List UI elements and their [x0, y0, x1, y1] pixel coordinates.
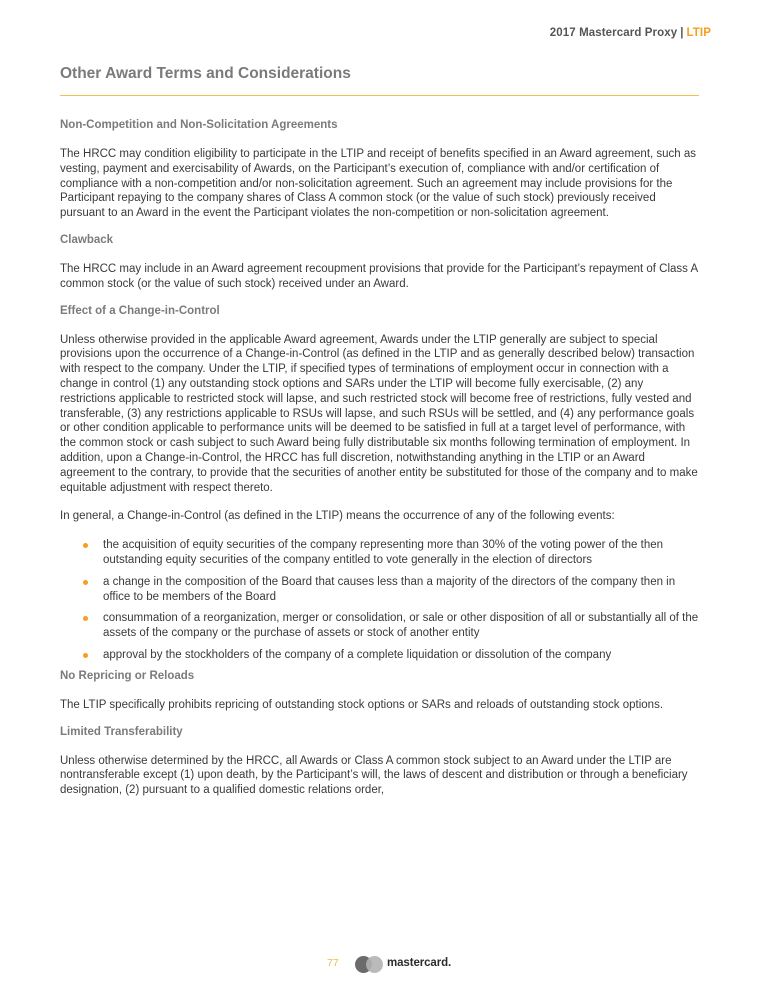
list-item [60, 538, 700, 568]
heading-transferability: Limited Transferability [60, 725, 183, 738]
list-item [60, 575, 700, 605]
list-item-text: approval by the stockholders of the company of a complete liquidation or dissolution of the company [103, 648, 612, 661]
mastercard-logo-icon [355, 956, 383, 973]
heading-clawback: Clawback [60, 233, 114, 246]
bullet-icon [83, 616, 88, 621]
paragraph-change-in-control-definition: In general, a Change-in-Control (as defined in the LTIP) means the occurrence of any of the following events: [60, 510, 615, 523]
page-footer [0, 955, 768, 975]
title-divider [60, 95, 699, 96]
document-title: 2017 Mastercard Proxy [549, 27, 678, 39]
paragraph-transferability: Unless otherwise determined by the HRCC, all Awards or Class A common stock subject to an Award under the LTIP are nontransferable except (1) upon death, by the Participant’s will, the laws of descent and distribution or through a beneficiary designation, (2) pursuant to a qualified domestic relations order, [60, 754, 688, 797]
heading-noncompete: Non-Competition and Non-Solicitation Agreements [60, 119, 338, 131]
paragraph-clawback: The HRCC may include in an Award agreement recoupment provisions that provide for the Participant’s repayment of Class A common stock (or the value of such stock) received under an Award. [60, 262, 698, 290]
list-item-text: consummation of a reorganization, merger or consolidation, or sale or other disposition of all or substantially all of the assets of the company or the purchase of assets or stock of another entity [103, 612, 699, 640]
bullet-icon [83, 543, 88, 548]
section-title: Other Award Terms and Considerations [60, 65, 351, 82]
brand-wordmark: mastercard. [387, 957, 452, 969]
bullet-icon [83, 580, 88, 585]
bullet-icon [83, 653, 88, 658]
list-item [60, 648, 700, 663]
heading-repricing: No Repricing or Reloads [60, 669, 195, 682]
heading-change-in-control: Effect of a Change-in-Control [60, 304, 220, 317]
page-content [60, 118, 700, 798]
list-item-text: a change in the composition of the Board that causes less than a majority of the directors of the company then in office to be members of the Board [103, 575, 676, 603]
paragraph-noncompete: The HRCC may condition eligibility to participate in the LTIP and receipt of benefits specified in an Award agreement, such as vesting, payment and exercisability of Awards, on the Participant’s execution of, compliance with and/or certification of compliance with a non-competition and/or non-solicitation agreement. Such an agreement may include provisions for the Participant repaying to the company shares of Class A common stock (or the value of such stock) previously received pursuant to an Award in the event the Participant violates the non-competition or non-solicitation agreement. [60, 148, 697, 220]
page-number: 77 [327, 957, 339, 969]
list-item-text: the acquisition of equity securities of the company representing more than 30% of the voting power of the then outstanding equity securities of the company entitled to vote generally in the election of directors [103, 539, 664, 566]
paragraph-repricing: The LTIP specifically prohibits repricing of outstanding stock options or SARs and reloads of outstanding stock options. [60, 698, 664, 711]
change-in-control-events-list [60, 538, 700, 663]
header-separator: | [680, 27, 684, 39]
paragraph-change-in-control: Unless otherwise provided in the applicable Award agreement, Awards under the LTIP generally are subject to special provisions upon the occurrence of a Change-in-Control (as defined in the LTIP and as generally described below) transaction with respect to the company. Under the LTIP, if specified types of terminations of employment occur in connection with a change in control (1) any outstanding stock options and SARs under the LTIP will become fully exercisable, (2) any restrictions applicable to restricted stock will lapse, and such restricted stock will become free of restrictions, fully vested and transferable, (3) any restrictions applicable to RSUs will lapse, and such RSUs will be settled, and (4) any performance goals or other condition applicable to performance units will be deemed to be satisfied in full at a target level of performance, with the common stock or cash subject to such Award being fully distributable six months following termination of employment. In addition, upon a Change-in-Control, the HRCC has full discretion, notwithstanding anything in the LTIP or an Award agreement to the contrary, to provide that the securities of another entity be substituted for those of the company and to make equitable adjustment with respect thereto. [60, 333, 698, 494]
list-item [60, 611, 700, 641]
section-tag: LTIP [686, 27, 711, 39]
running-header [550, 27, 711, 39]
logo-circle-right [366, 956, 383, 973]
